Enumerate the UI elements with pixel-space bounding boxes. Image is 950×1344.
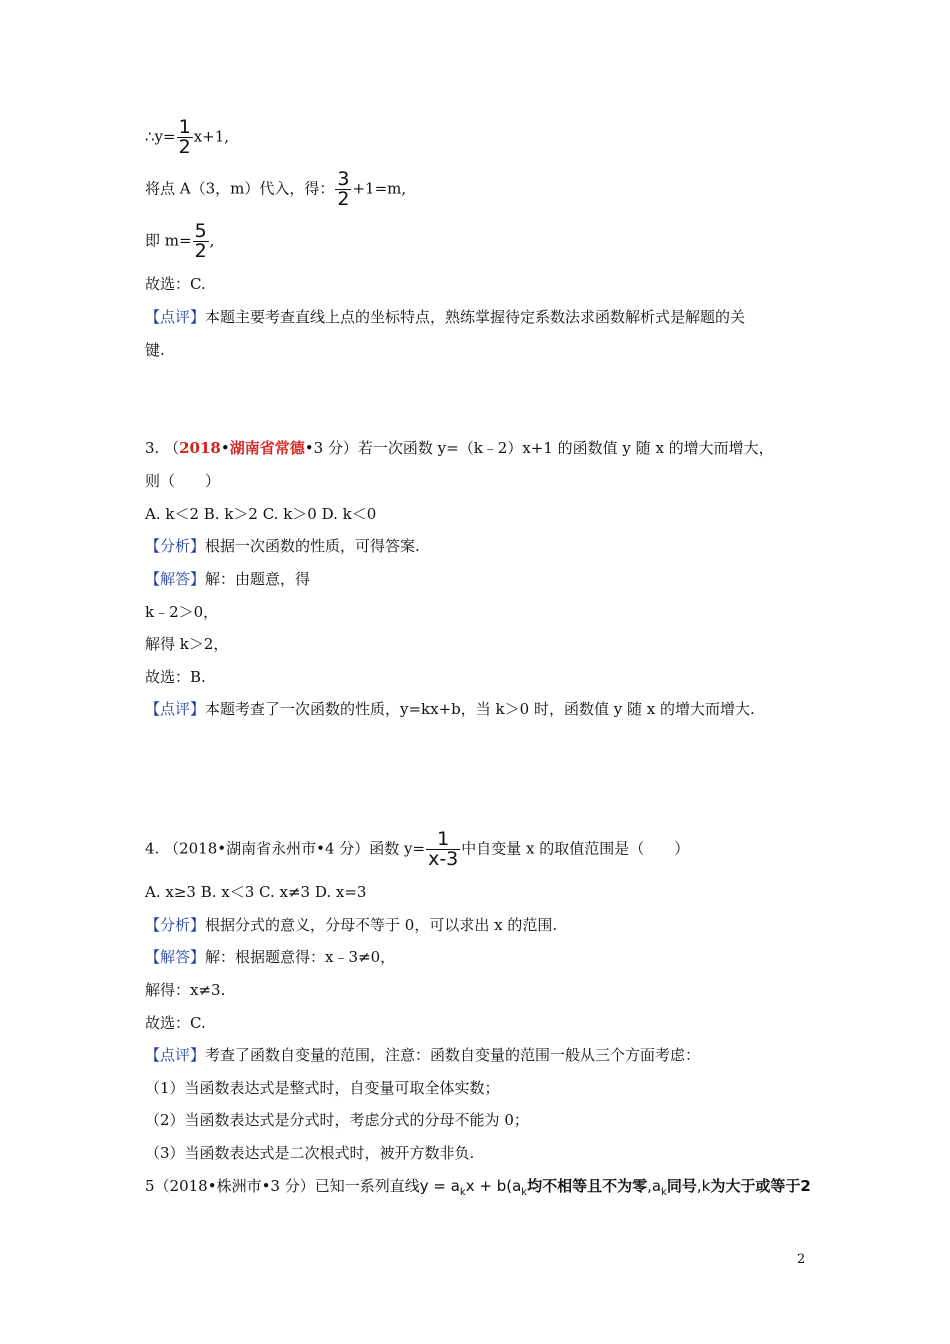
analysis-line (145, 536, 420, 556)
review-line (145, 307, 745, 327)
text: , (209, 231, 215, 250)
answer-line (145, 947, 395, 967)
analysis-text: 根据一次函数的性质，可得答案. (205, 537, 420, 555)
bold-text: 为大于或等于 (710, 1177, 801, 1195)
year: 2018 (179, 439, 221, 457)
text: +1=m, (352, 179, 407, 198)
question-3-stem (145, 438, 774, 458)
numerator: 1 (437, 828, 450, 850)
bold-text: 同号 (666, 1177, 697, 1195)
solution-line: 解得：x≠3. (145, 981, 226, 999)
fraction (177, 118, 193, 157)
numerator: 5 (194, 220, 207, 242)
question-4-stem (145, 830, 689, 869)
answer-text: 解：由题意，得 (205, 570, 311, 588)
review-point: （1）当函数表达式是整式时，自变量可取全体实数； (145, 1079, 500, 1097)
denominator: x-3 (428, 848, 459, 870)
review-text: 考查了函数自变量的范围，注意：函数自变量的范围一般从三个方面考虑： (205, 1046, 701, 1064)
text: ,k (696, 1177, 711, 1195)
solution-line: 故选：C. (145, 275, 206, 293)
equation-part: y = a (419, 1177, 460, 1195)
answer-line (145, 569, 310, 589)
text: 5（2018•株洲市•3 分）已知一系列直线 (145, 1177, 420, 1195)
denominator: 2 (194, 240, 207, 262)
solution-line: 故选：C. (145, 1014, 206, 1032)
denominator: 2 (337, 188, 350, 210)
text: x+1, (193, 127, 230, 146)
analysis-tag: 【分析】 (145, 537, 206, 555)
analysis-text: 根据分式的意义，分母不等于 0，可以求出 x 的范围. (205, 916, 558, 934)
page-number: 2 (797, 1252, 806, 1267)
numerator: 3 (337, 168, 350, 190)
analysis-line (145, 915, 557, 935)
question-3-stem-cont: 则（ ） (145, 472, 221, 490)
text: 2 (800, 1177, 811, 1195)
fraction (193, 222, 209, 261)
denominator: 2 (178, 136, 191, 158)
text: •3 分）若一次函数 y=（k﹣2）x+1 的函数值 y 随 x 的增大而增大， (304, 439, 774, 457)
text: 3. （ (145, 439, 180, 457)
solution-line: 故选：B. (145, 668, 206, 686)
text: 即 m= (145, 231, 192, 250)
text: 4. （2018•湖南省永州市•4 分）函数 y= (145, 839, 426, 858)
review-tag: 【点评】 (145, 700, 206, 718)
review-text: 本题考查了一次函数的性质，y=kx+b，当 k＞0 时，函数值 y 随 x 的增大而增大. (205, 700, 755, 718)
solution-line (145, 170, 406, 209)
solution-line (145, 222, 214, 261)
analysis-tag: 【分析】 (145, 916, 206, 934)
review-line-cont: 键. (145, 341, 165, 359)
solution-line: 解得 k＞2， (145, 635, 229, 653)
solution-line (145, 118, 229, 157)
answer-tag: 【解答】 (145, 570, 206, 588)
review-line (145, 699, 755, 719)
question-5-stem (145, 1176, 811, 1203)
solution-line: k﹣2＞0， (145, 603, 219, 621)
review-tag: 【点评】 (145, 1046, 206, 1064)
text: 将点 A（3，m）代入，得： (145, 179, 335, 198)
text: • (220, 439, 230, 457)
equation-part: x + b(a (465, 1177, 522, 1195)
question-4-options: A. x≥3 B. x＜3 C. x≠3 D. x=3 (145, 883, 367, 901)
subscript: k (459, 1187, 466, 1198)
subscript: k (521, 1187, 528, 1198)
answer-text: 解：根据题意得：x﹣3≠0， (205, 948, 396, 966)
fraction (426, 830, 460, 869)
text: 中自变量 x 的取值范围是（ ） (461, 839, 690, 858)
numerator: 1 (178, 116, 191, 138)
fraction (335, 170, 351, 209)
review-text: 本题主要考查直线上点的坐标特点，熟练掌握待定系数法求函数解析式是解题的关 (205, 308, 746, 326)
bold-text: 均不相等且不为零 (527, 1177, 648, 1195)
review-point: （2）当函数表达式是分式时，考虑分式的分母不能为 0； (145, 1111, 529, 1129)
place: 湖南省常德 (229, 439, 305, 457)
subscript: k (661, 1187, 667, 1198)
review-line (145, 1045, 700, 1065)
text: ,a (647, 1177, 662, 1195)
text: ∴y= (145, 127, 176, 146)
review-point: （3）当函数表达式是二次根式时，被开方数非负. (145, 1144, 475, 1162)
question-3-options: A. k＜2 B. k＞2 C. k＞0 D. k＜0 (145, 505, 377, 523)
review-tag: 【点评】 (145, 308, 206, 326)
answer-tag: 【解答】 (145, 948, 206, 966)
